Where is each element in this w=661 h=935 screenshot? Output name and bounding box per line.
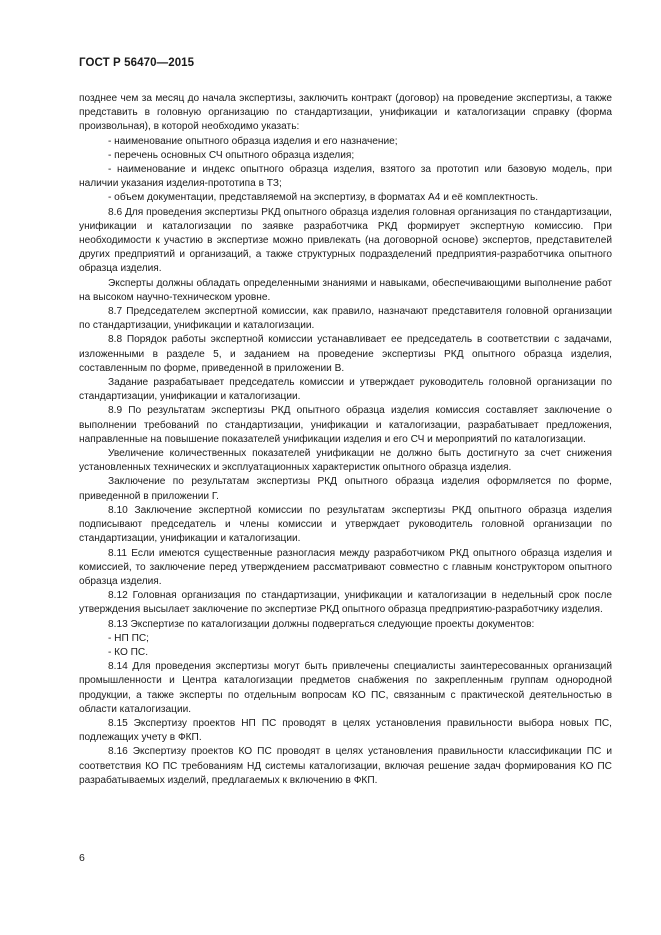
- paragraph: Эксперты должны обладать определенными знаниями и навыками, обеспечивающими выполнение работ на высоком научно-техническом уровне.: [79, 277, 612, 303]
- paragraph: 8.6 Для проведения экспертизы РКД опытного образца изделия головная организация по стандартизации, унификации и каталогизации по заявке разработчика РКД формирует экспертную комиссию. При необходимости к участию в экспертизе можно привлекать (на договорной основе) экспертов, представителей других предприятий и организаций, а также структурных подразделений предприятия-разработчика опытного образца изделия.: [79, 206, 612, 275]
- page-number: 6: [79, 852, 85, 864]
- paragraph: 8.7 Председателем экспертной комиссии, как правило, назначают представителя головной организации по стандартизации, унификации и каталогизации.: [79, 306, 612, 332]
- paragraph: - НП ПС;: [108, 632, 149, 644]
- paragraph: позднее чем за месяц до начала экспертизы, заключить контракт (договор) на проведение экспертизы, а также представить в головную организацию по стандартизации, унификации и каталогизации справку (форма произвольная), в которой необходимо указать:: [79, 93, 612, 133]
- paragraph: Увеличение количественных показателей унификации не должно быть достигнуто за счет снижения установленных технических и эксплуатационных характеристик опытного образца изделия.: [79, 448, 612, 474]
- paragraph: - перечень основных СЧ опытного образца изделия;: [108, 149, 355, 161]
- paragraph: Заключение по результатам экспертизы РКД опытного образца изделия оформляется по форме, приведенной в приложении Г.: [79, 476, 612, 502]
- paragraph: - КО ПС.: [108, 646, 149, 658]
- paragraph: 8.9 По результатам экспертизы РКД опытного образца изделия комиссия составляет заключение о выполнении требований по стандартизации, унификации и каталогизации, разрабатывает предложения, направленные на повышение показателей унификации изделия и его СЧ и мероприятий по каталогизации.: [79, 405, 612, 445]
- paragraph: 8.16 Экспертизу проектов КО ПС проводят в целях установления правильности классификации ПС и соответствия КО ПС требованиям НД системы каталогизации, включая решение задач формирования КО ПС разрабатываемых изделий, предлагаемых к включению в ФКП.: [79, 746, 612, 786]
- standard-header: ГОСТ Р 56470—2015: [79, 57, 195, 69]
- paragraph: Задание разрабатывает председатель комиссии и утверждает руководитель головной организации по стандартизации, унификации и каталогизации.: [79, 377, 612, 403]
- body-text: [79, 92, 612, 788]
- paragraph: 8.12 Головная организация по стандартизации, унификации и каталогизации в недельный срок после утверждения высылает заключение по экспертизе РКД опытного образца предприятию-разработчику изделия.: [79, 590, 612, 616]
- paragraph: 8.10 Заключение экспертной комиссии по результатам экспертизы РКД опытного образца изделия подписывают председатель и члены комиссии и утверждает руководитель головной организации по стандартизации, унификации и каталогизации.: [79, 504, 612, 545]
- paragraph: 8.14 Для проведения экспертизы могут быть привлечены специалисты заинтересованных организаций промышленности и Центра каталогизации предметов снабжения по закрепленным группам однородной продукции, а также эксперты по отдельным вопросам КО ПС, связанным с практической деятельностью в области каталогизации.: [79, 661, 612, 715]
- paragraph: 8.8 Порядок работы экспертной комиссии устанавливает ее председатель в соответствии с задачами, изложенными в разделе 5, и заданием на проведение экспертизы РКД опытного образца изделия, составленным по форме, приведенной в приложении В.: [79, 334, 612, 374]
- paragraph: - наименование опытного образца изделия и его назначение;: [108, 135, 398, 147]
- paragraph: - наименование и индекс опытного образца изделия, взятого за прототип или базовую модель, при наличии указания изделия-прототипа в ТЗ;: [79, 164, 612, 190]
- paragraph: 8.13 Экспертизе по каталогизации должны подвергаться следующие проекты документов:: [108, 618, 535, 630]
- paragraph: 8.11 Если имеются существенные разногласия между разработчиком РКД опытного образца изделия и комиссией, то заключение перед утверждением рассматривают совместно с главным конструктором опытного образца изделия.: [79, 547, 612, 587]
- paragraph: 8.15 Экспертизу проектов НП ПС проводят в целях установления правильности выбора новых ПС, подлежащих учету в ФКП.: [79, 717, 612, 744]
- paragraph: - объем документации, представляемой на экспертизу, в форматах А4 и её комплектность.: [108, 192, 539, 204]
